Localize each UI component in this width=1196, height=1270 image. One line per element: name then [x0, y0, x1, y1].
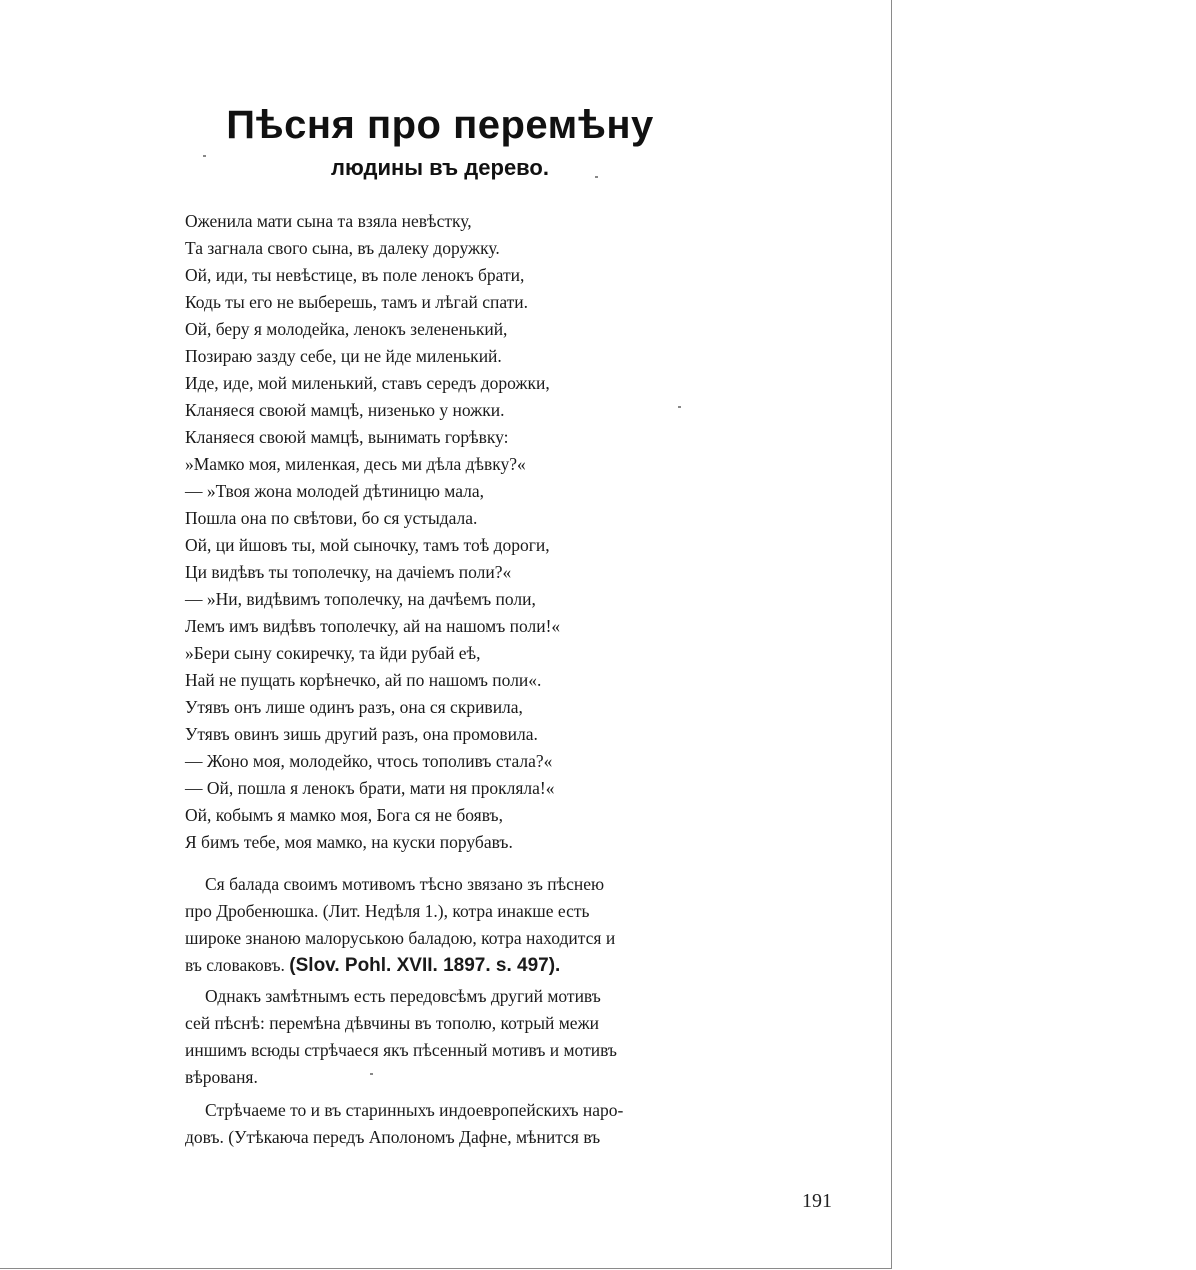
verse-line: Ци видѣвъ ты тополечку, на дачiемъ поли?«	[185, 562, 512, 582]
paragraph-line-start: въ словаковъ.	[185, 955, 290, 975]
page-number: 191	[802, 1190, 832, 1212]
verse-line: Ой, кобымъ я мамко моя, Бога ся не боявъ,	[185, 805, 503, 825]
verse-line: Я бимъ тебе, моя мамко, на куски порубавъ.	[185, 832, 513, 852]
verse-line: — »Твоя жона молодей дѣтиницю мала,	[185, 481, 485, 501]
scan-speck	[678, 406, 681, 408]
scan-speck	[595, 176, 598, 178]
paragraph-ballad-relation	[185, 871, 715, 979]
verse-line: Иде, иде, мой миленький, ставъ середъ дорожки,	[185, 373, 550, 393]
verse-line: Ой, ци йшовъ ты, мой сыночку, тамъ тоѣ дороги,	[185, 535, 550, 555]
verse-line: Кланяеся своюй мамцѣ, вынимать горѣвку:	[185, 427, 509, 447]
paragraph-line: Однакъ замѣтнымъ есть передовсѣмъ другий мотивъ	[205, 986, 601, 1006]
citation: (Slov. Pohl. XVII. 1897. s. 497).	[289, 955, 561, 976]
verse-line: Кланяеся своюй мамцѣ, низенько у ножки.	[185, 400, 505, 420]
verse-line: — »Ни, видѣвимъ тополечку, на дачѣемъ поли,	[185, 589, 536, 609]
verse-line: Оженила мати сына та взяла невѣстку,	[185, 211, 472, 231]
verse-line: Позираю зазду себе, ци не йде миленький.	[185, 346, 502, 366]
page-subtitle: людины въ дерево.	[331, 155, 549, 180]
verse-line: — Ой, пошла я ленокъ брати, мати ня проклялa!«	[185, 778, 555, 798]
paragraph-line: Ся балада своимъ мотивомъ тѣсно звязано зъ пѣснею	[205, 874, 605, 894]
verse-line: Утявъ овинъ зишь другий разъ, она промовила.	[185, 724, 538, 744]
paragraph-line: Стрѣчаеме то и въ старинныхъ индоевропейскихъ наро-	[205, 1100, 624, 1120]
paragraph-indoeuropean	[185, 1097, 715, 1151]
song-verse	[185, 208, 705, 856]
verse-line: Ой, беру я молодейка, ленокъ зелененький,	[185, 319, 508, 339]
verse-line: Та загнала свого сына, въ далеку доружку.	[185, 238, 500, 258]
scan-speck	[203, 155, 206, 157]
verse-line: »Мамко моя, миленкая, десь ми дѣла дѣвку?«	[185, 454, 526, 474]
paragraph-line	[185, 952, 715, 979]
paragraph-line: довъ. (Утѣкаюча передъ Аполономъ Дафне, мѣнится въ	[185, 1127, 601, 1147]
paragraph-line: вѣрованя.	[185, 1067, 258, 1087]
paragraph-line: сей пѣснѣ: перемѣна дѣвчины въ тополю, котрый межи	[185, 1013, 600, 1033]
paragraph-line: про Дробенюшка. (Лит. Недѣля 1.), котра инакше есть	[185, 901, 590, 921]
verse-line: Ой, иди, ты невѣстице, въ поле ленокъ брати,	[185, 265, 525, 285]
page-title: Пѣсня про перемѣну	[226, 103, 654, 147]
scan-speck	[370, 1073, 373, 1075]
paragraph-transformation-motif	[185, 983, 715, 1091]
paragraph-line: широке знаною малоруською баладою, котра находится и	[185, 928, 616, 948]
verse-line: Лемъ имъ видѣвъ тополечку, ай на нашомъ поли!«	[185, 616, 561, 636]
verse-line: Най не пущать корѣнечко, ай по нашомъ поли«.	[185, 670, 542, 690]
paragraph-line: иншимъ всюды стрѣчаеся якъ пѣсенный мотивъ и мотивъ	[185, 1040, 617, 1060]
verse-line: Утявъ онъ лише одинъ разъ, она ся скривила,	[185, 697, 523, 717]
verse-line: Кодь ты его не выберешь, тамъ и лѣгай спати.	[185, 292, 529, 312]
verse-line: »Бери сыну сокиречку, та йди рубай еѣ,	[185, 643, 481, 663]
verse-line: — Жоно моя, молодейко, чтось тополивъ стала?«	[185, 751, 553, 771]
verse-line: Пошла она по свѣтови, бо ся устыдала.	[185, 508, 478, 528]
